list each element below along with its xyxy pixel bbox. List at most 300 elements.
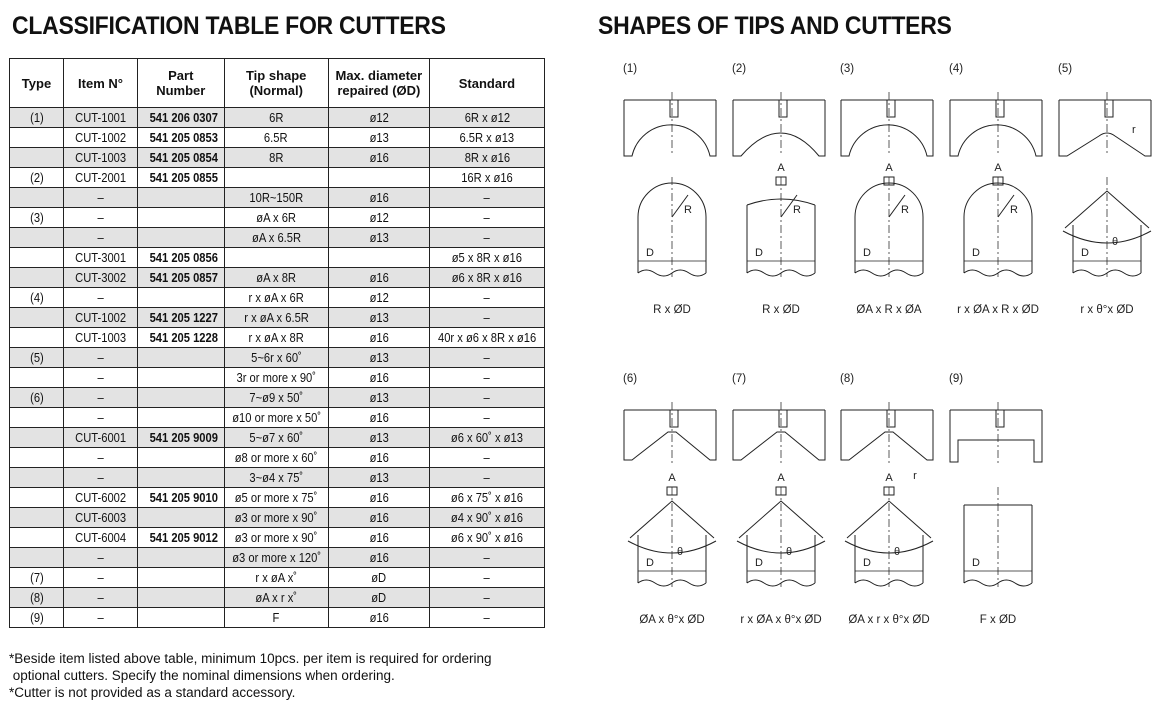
- cell-max-diameter: [328, 228, 429, 248]
- table-row: [10, 528, 545, 548]
- cell-tip-shape: [224, 268, 328, 288]
- cell-part-number: [138, 468, 225, 488]
- cell-type: [10, 208, 64, 228]
- label-r: R: [793, 204, 801, 216]
- cell-tip-shape-text: ø3 or more x 120˚: [231, 550, 321, 565]
- cell-max-diameter: [328, 408, 429, 428]
- label-a: A: [777, 472, 785, 484]
- cell-standard: [429, 168, 544, 188]
- cell-tip-shape: [224, 288, 328, 308]
- shape-caption: ØA x R x ØA: [856, 304, 922, 316]
- cutter-slot: [1105, 100, 1113, 117]
- header-max-diameter: [328, 59, 429, 108]
- shape-number: (9): [949, 373, 964, 385]
- cell-item-text: CUT-6001: [75, 430, 126, 445]
- cell-max-diameter: [328, 448, 429, 468]
- cell-item: [64, 248, 138, 268]
- cell-type-text: (4): [30, 290, 44, 305]
- table-row: [10, 108, 545, 128]
- cell-tip-shape: [224, 568, 328, 588]
- cell-max-diameter-text: ø16: [369, 410, 389, 425]
- cell-standard-text: –: [483, 410, 491, 425]
- cell-tip-shape-text: 5~ø7 x 60˚: [249, 430, 304, 445]
- cell-item: [64, 568, 138, 588]
- cell-part-number: [138, 268, 225, 288]
- cell-standard-text: ø5 x 8R x ø16: [451, 250, 523, 265]
- cutter-slot: [670, 100, 678, 117]
- header-label: Part: [168, 68, 194, 83]
- cell-part-number-text: 541 205 1227: [149, 310, 218, 325]
- cell-tip-shape-text: øA x 6.5R: [251, 230, 301, 245]
- cell-tip-shape-text: ø8 or more x 60˚: [234, 450, 318, 465]
- table-header-row: [10, 59, 545, 108]
- header-item: [64, 59, 138, 108]
- cell-max-diameter: [328, 568, 429, 588]
- label-r: r: [1132, 124, 1136, 136]
- cell-max-diameter: [328, 248, 429, 268]
- note-minimum-order: *Beside item listed above table, minimum 10pcs. per item is required for ordering: [9, 651, 492, 666]
- cell-type: [10, 548, 64, 568]
- label-r: R: [1010, 204, 1018, 216]
- cell-item-text: –: [97, 450, 104, 465]
- cell-standard-text: ø6 x 75˚ x ø16: [450, 490, 523, 505]
- cell-part-number: [138, 528, 225, 548]
- cell-tip-shape: [224, 508, 328, 528]
- label-theta: θ: [1111, 236, 1119, 248]
- label-d: D: [1081, 247, 1089, 259]
- cell-tip-shape-text: 8R: [269, 150, 284, 165]
- cell-part-number-text: 541 205 0854: [149, 150, 218, 165]
- cell-tip-shape: [224, 388, 328, 408]
- cell-standard: [429, 608, 544, 628]
- cell-standard-text: –: [483, 610, 491, 625]
- cell-part-number: [138, 548, 225, 568]
- shape-caption: R x ØD: [653, 304, 691, 316]
- cell-part-number-text: 541 205 0855: [149, 170, 218, 185]
- cell-max-diameter: [328, 208, 429, 228]
- cell-item-text: CUT-1003: [75, 150, 126, 165]
- header-label: Item N°: [78, 75, 123, 91]
- cell-max-diameter: [328, 528, 429, 548]
- cutter-slot: [670, 410, 678, 427]
- cell-part-number: [138, 388, 225, 408]
- cell-standard: [429, 568, 544, 588]
- cell-standard-text: –: [483, 390, 491, 405]
- shape-caption: r x ØA x θ°x ØD: [740, 614, 822, 626]
- header-label: repaired (ØD): [337, 83, 421, 98]
- cell-standard: [429, 468, 544, 488]
- cell-part-number: [138, 488, 225, 508]
- cell-part-number-text: 541 205 9012: [149, 530, 218, 545]
- cell-tip-shape: [224, 448, 328, 468]
- cell-type: [10, 588, 64, 608]
- cell-tip-shape-text: 3r or more x 90˚: [236, 370, 316, 385]
- cell-standard: [429, 588, 544, 608]
- shape-number: (8): [840, 373, 855, 385]
- cell-standard-text: 6.5R x ø13: [459, 130, 515, 145]
- cell-max-diameter-text: ø13: [369, 430, 389, 445]
- header-label: Number: [156, 83, 206, 98]
- cell-max-diameter: [328, 128, 429, 148]
- shape-number: (5): [1058, 63, 1073, 75]
- table-row: [10, 328, 545, 348]
- cell-standard: [429, 248, 544, 268]
- cell-max-diameter-text: ø16: [369, 530, 389, 545]
- cell-standard: [429, 408, 544, 428]
- cell-type: [10, 288, 64, 308]
- shape-diagram-7: [732, 373, 825, 626]
- table-title: CLASSIFICATION TABLE FOR CUTTERS: [12, 12, 446, 40]
- cell-part-number: [138, 108, 225, 128]
- label-d: D: [863, 557, 871, 569]
- cell-item-text: CUT-2001: [75, 170, 126, 185]
- cell-tip-shape-text: øA x 8R: [256, 270, 297, 285]
- cell-standard-text: 40r x ø6 x 8R x ø16: [437, 330, 537, 345]
- cell-standard-text: –: [483, 570, 491, 585]
- cell-standard-text: 8R x ø16: [464, 150, 510, 165]
- cell-tip-shape-text: ø10 or more x 50˚: [231, 410, 321, 425]
- cutter-slot: [779, 100, 787, 117]
- table-row: [10, 548, 545, 568]
- cell-item-text: CUT-6002: [75, 490, 126, 505]
- shape-number: (3): [840, 63, 855, 75]
- cell-type: [10, 488, 64, 508]
- cell-max-diameter-text: ø16: [369, 190, 389, 205]
- shape-diagram-9: [949, 373, 1042, 626]
- table-row: [10, 288, 545, 308]
- cell-max-diameter-text: ø13: [369, 310, 389, 325]
- cell-max-diameter-text: ø16: [369, 330, 389, 345]
- cell-type: [10, 348, 64, 368]
- cell-standard: [429, 368, 544, 388]
- cell-max-diameter-text: øD: [371, 570, 387, 585]
- cutter-slot: [779, 410, 787, 427]
- cell-type: [10, 188, 64, 208]
- cell-item-text: –: [97, 570, 104, 585]
- cell-part-number: [138, 588, 225, 608]
- cell-tip-shape: [224, 608, 328, 628]
- cell-item: [64, 468, 138, 488]
- table-row: [10, 368, 545, 388]
- cell-tip-shape: [224, 328, 328, 348]
- cell-standard: [429, 348, 544, 368]
- cell-item: [64, 108, 138, 128]
- cell-part-number: [138, 368, 225, 388]
- cell-max-diameter: [328, 328, 429, 348]
- cell-type: [10, 528, 64, 548]
- cell-item: [64, 308, 138, 328]
- cell-standard: [429, 508, 544, 528]
- cell-type-text: (2): [30, 170, 44, 185]
- shape-number: (2): [732, 63, 747, 75]
- cell-item: [64, 428, 138, 448]
- cell-part-number: [138, 148, 225, 168]
- cell-part-number: [138, 248, 225, 268]
- label-d: D: [755, 247, 763, 259]
- cell-type: [10, 388, 64, 408]
- cell-max-diameter-text: ø13: [369, 350, 389, 365]
- table-row: [10, 448, 545, 468]
- cell-item-text: –: [97, 190, 104, 205]
- cell-part-number: [138, 428, 225, 448]
- cell-type: [10, 108, 64, 128]
- cell-item-text: –: [97, 390, 104, 405]
- shape-diagram-8: [840, 373, 933, 626]
- cell-type-text: (9): [30, 610, 44, 625]
- cell-tip-shape-text: F: [272, 610, 280, 625]
- header-label: Type: [21, 75, 52, 91]
- shape-number: (7): [732, 373, 747, 385]
- cell-standard: [429, 188, 544, 208]
- cell-standard: [429, 388, 544, 408]
- cell-tip-shape: [224, 368, 328, 388]
- cell-tip-shape-text: 7~ø9 x 50˚: [249, 390, 304, 405]
- label-d: D: [972, 557, 980, 569]
- cell-item: [64, 348, 138, 368]
- cell-tip-shape-text: ø3 or more x 90˚: [234, 510, 318, 525]
- table-row: [10, 508, 545, 528]
- cell-type: [10, 608, 64, 628]
- cell-type: [10, 328, 64, 348]
- cell-tip-shape: [224, 228, 328, 248]
- cell-item: [64, 148, 138, 168]
- shape-caption: F x ØD: [979, 614, 1017, 626]
- cell-standard: [429, 328, 544, 348]
- cell-standard: [429, 308, 544, 328]
- shape-diagram-4: [949, 63, 1042, 316]
- cell-standard-text: –: [483, 470, 491, 485]
- cell-item: [64, 548, 138, 568]
- table-row: [10, 468, 545, 488]
- table-row: [10, 348, 545, 368]
- table-row: [10, 308, 545, 328]
- cutter-slot: [996, 100, 1004, 117]
- cell-part-number: [138, 348, 225, 368]
- cell-standard-text: ø6 x 60˚ x ø13: [450, 430, 523, 445]
- cell-part-number: [138, 188, 225, 208]
- label-a: A: [777, 162, 785, 174]
- cell-tip-shape: [224, 188, 328, 208]
- cell-type: [10, 408, 64, 428]
- label-theta: θ: [785, 546, 793, 558]
- cell-max-diameter: [328, 148, 429, 168]
- table-row: [10, 248, 545, 268]
- cell-standard: [429, 428, 544, 448]
- cell-item: [64, 168, 138, 188]
- shape-caption: r x θ°x ØD: [1080, 304, 1134, 316]
- cell-item-text: CUT-1003: [75, 330, 126, 345]
- label-d: D: [646, 247, 654, 259]
- cell-type: [10, 508, 64, 528]
- cell-part-number-text: 541 205 9009: [149, 430, 218, 445]
- table-row: [10, 588, 545, 608]
- cell-tip-shape: [224, 308, 328, 328]
- cell-item: [64, 528, 138, 548]
- cell-max-diameter-text: ø16: [369, 490, 389, 505]
- cell-max-diameter: [328, 108, 429, 128]
- cell-type: [10, 248, 64, 268]
- cell-max-diameter: [328, 588, 429, 608]
- cell-item: [64, 448, 138, 468]
- cell-type-text: (7): [30, 570, 44, 585]
- cell-standard: [429, 528, 544, 548]
- cell-max-diameter-text: øD: [371, 590, 387, 605]
- shape-caption: R x ØD: [762, 304, 800, 316]
- cell-tip-shape: [224, 428, 328, 448]
- cell-item: [64, 228, 138, 248]
- cell-tip-shape-text: r x øA x 6R: [248, 290, 304, 305]
- label-a: A: [885, 472, 893, 484]
- cell-standard: [429, 488, 544, 508]
- label-r: R: [684, 204, 692, 216]
- cell-tip-shape-text: 10R~150R: [249, 190, 304, 205]
- cell-tip-shape: [224, 548, 328, 568]
- cell-item-text: CUT-6003: [75, 510, 126, 525]
- cell-item: [64, 608, 138, 628]
- cell-standard-text: ø6 x 8R x ø16: [451, 270, 523, 285]
- cell-type: [10, 148, 64, 168]
- cell-tip-shape: [224, 528, 328, 548]
- cell-item: [64, 388, 138, 408]
- cell-type-text: (1): [30, 110, 44, 125]
- cell-item: [64, 208, 138, 228]
- cell-tip-shape-text: r x øA x 8R: [248, 330, 304, 345]
- note-accessory: *Cutter is not provided as a standard accessory.: [9, 685, 296, 700]
- cell-type-text: (6): [30, 390, 44, 405]
- cell-part-number: [138, 308, 225, 328]
- classification-table: [9, 58, 545, 628]
- table-row: [10, 268, 545, 288]
- cell-tip-shape: [224, 108, 328, 128]
- cell-standard: [429, 208, 544, 228]
- cell-max-diameter: [328, 368, 429, 388]
- cell-part-number: [138, 568, 225, 588]
- cell-standard-text: –: [483, 550, 491, 565]
- cell-standard: [429, 148, 544, 168]
- cell-type: [10, 468, 64, 488]
- cell-max-diameter: [328, 188, 429, 208]
- cell-standard: [429, 128, 544, 148]
- cell-item-text: CUT-1001: [75, 110, 126, 125]
- shape-caption: ØA x r x θ°x ØD: [848, 614, 930, 626]
- cell-tip-shape-text: ø5 or more x 75˚: [234, 490, 318, 505]
- table-row: [10, 608, 545, 628]
- shape-caption: r x ØA x R x ØD: [957, 304, 1039, 316]
- label-theta: θ: [676, 546, 684, 558]
- cell-tip-shape: [224, 488, 328, 508]
- cell-tip-shape: [224, 148, 328, 168]
- cell-type-text: (3): [30, 210, 44, 225]
- shape-number: (4): [949, 63, 964, 75]
- cell-standard: [429, 228, 544, 248]
- cell-item-text: –: [97, 470, 104, 485]
- cell-type: [10, 308, 64, 328]
- cell-standard-text: 16R x ø16: [461, 170, 513, 185]
- cell-max-diameter: [328, 428, 429, 448]
- cell-max-diameter: [328, 348, 429, 368]
- cell-tip-shape-text: 6R: [269, 110, 284, 125]
- cell-standard-text: –: [483, 290, 491, 305]
- table-row: [10, 568, 545, 588]
- cell-standard-text: 6R x ø12: [464, 110, 510, 125]
- cell-max-diameter: [328, 268, 429, 288]
- cell-part-number: [138, 288, 225, 308]
- cell-max-diameter: [328, 388, 429, 408]
- label-r: r: [913, 470, 917, 482]
- cell-standard: [429, 548, 544, 568]
- table-row: [10, 488, 545, 508]
- cell-tip-shape: [224, 408, 328, 428]
- cell-standard: [429, 268, 544, 288]
- shape-diagram-3: [840, 63, 933, 316]
- cell-standard-text: ø6 x 90˚ x ø16: [450, 530, 523, 545]
- shape-caption: ØA x θ°x ØD: [639, 614, 705, 626]
- header-label: Tip shape: [245, 68, 307, 83]
- cell-item-text: –: [97, 370, 104, 385]
- cell-type: [10, 128, 64, 148]
- cell-part-number: [138, 448, 225, 468]
- cutter-slot: [887, 410, 895, 427]
- cell-max-diameter-text: ø16: [369, 510, 389, 525]
- cell-max-diameter-text: ø12: [369, 290, 389, 305]
- cell-item-text: –: [97, 290, 104, 305]
- cutter-slot: [887, 100, 895, 117]
- header-label: Max. diameter: [335, 68, 423, 83]
- header-type: [10, 59, 64, 108]
- header-part-number: [138, 59, 225, 108]
- cell-max-diameter: [328, 288, 429, 308]
- shape-diagram-1: [623, 63, 716, 316]
- cell-type: [10, 228, 64, 248]
- shape-diagram-2: [732, 63, 825, 316]
- table-row: [10, 168, 545, 188]
- cell-item-text: –: [97, 210, 104, 225]
- cell-part-number-text: 541 205 9010: [149, 490, 218, 505]
- cell-item: [64, 288, 138, 308]
- cell-standard-text: –: [483, 590, 491, 605]
- cell-tip-shape-text: ø3 or more x 90˚: [234, 530, 318, 545]
- label-a: A: [885, 162, 893, 174]
- header-label: Standard: [458, 75, 516, 91]
- cell-tip-shape: [224, 348, 328, 368]
- cell-item-text: CUT-3001: [75, 250, 126, 265]
- cell-item-text: –: [97, 550, 104, 565]
- cell-part-number: [138, 508, 225, 528]
- cell-part-number-text: 541 205 0853: [149, 130, 218, 145]
- shape-diagram-6: [623, 373, 716, 626]
- cell-max-diameter-text: ø13: [369, 230, 389, 245]
- cell-item: [64, 328, 138, 348]
- cell-type: [10, 428, 64, 448]
- cell-tip-shape-text: 3~ø4 x 75˚: [249, 470, 304, 485]
- cell-tip-shape-text: 5~6r x 60˚: [250, 350, 302, 365]
- table-row: [10, 148, 545, 168]
- cell-item: [64, 408, 138, 428]
- cell-part-number: [138, 608, 225, 628]
- cell-tip-shape-text: r x øA x 6.5R: [243, 310, 309, 325]
- cell-part-number-text: 541 205 1228: [149, 330, 218, 345]
- table-row: [10, 228, 545, 248]
- cell-part-number-text: 541 205 0857: [149, 270, 218, 285]
- shapes-diagrams: [598, 55, 1154, 695]
- table-row: [10, 208, 545, 228]
- cell-item: [64, 368, 138, 388]
- cell-part-number-text: 541 206 0307: [149, 110, 218, 125]
- cell-item-text: CUT-1002: [75, 130, 126, 145]
- cell-type: [10, 268, 64, 288]
- table-row: [10, 408, 545, 428]
- cell-part-number: [138, 208, 225, 228]
